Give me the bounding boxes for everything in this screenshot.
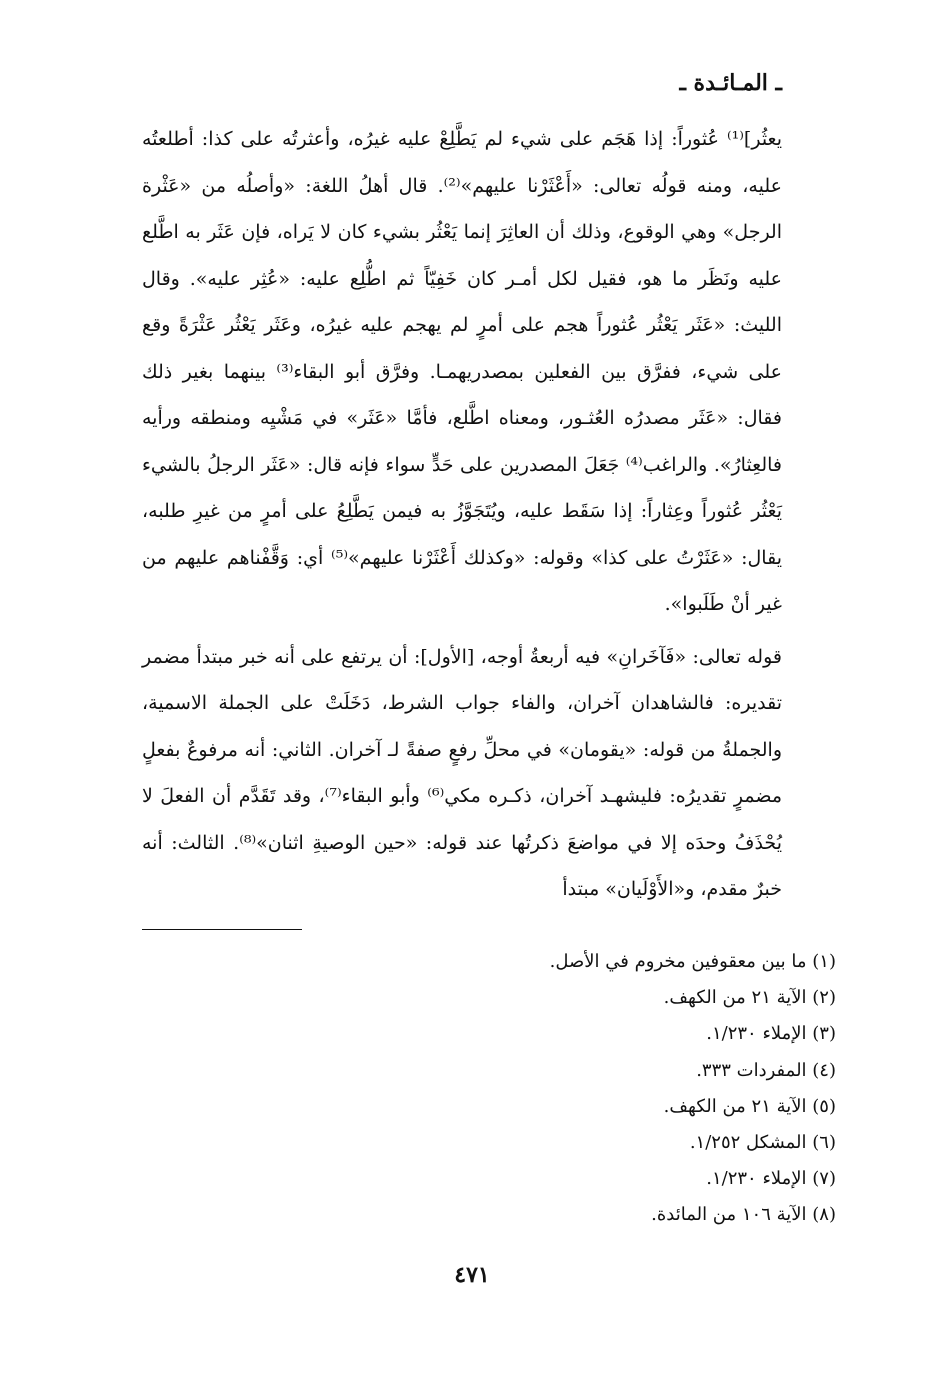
footnote-1: (١) ما بين معقوفين مخروم في الأصل. bbox=[549, 951, 836, 972]
footnote-6: (٦) المشكل ١/٢٥٢. bbox=[689, 1132, 836, 1154]
footnote-2: (٢) الآية ٢١ من الكهف. bbox=[663, 987, 836, 1009]
footnote-separator bbox=[142, 929, 302, 930]
footnote-4: (٤) المفردات ٣٣٣. bbox=[696, 1059, 836, 1081]
footnote-8: (٨) الآية ١٠٦ من المائدة. bbox=[651, 1204, 836, 1226]
footnote-3: (٣) الإملاء ١/٢٣٠. bbox=[706, 1023, 836, 1045]
paragraph-1: يعثُر]⁽¹⁾ عُثوراً: إذا هَجَم على شيء لم يَطَّلِعْ عليه غيرُه، وأعثرتُه على كذا: أطلعتُه عليه، ومنه قولُه تعالى: «أَعْثَرْنا عليهم»⁽²⁾. قال أهلُ اللغة: «وأصلُه من «عَثْرة الرجل» وهي الوقوع، وذلك أن العاثِرَ إنما يَعْثُر بشيء كان لا يَراه، فإن عَثَر به اطَّلع عليه ونَظَر ما هو، فقيل لكل أمـر كان خَفِيّاً ثم اطُّلِع عليه: «عُثِر عليه». وقال الليث: «عَثَر يَعْثُر عُثوراً هجم على أمرٍ لم يهجم عليه غيرُه، وعَثَر يَعْثُر عَثْرَةً وقع على شيء، ففرَّق بين الفعلين بمصدريهمـا. وفرَّق أبو البقاء⁽³⁾ بينهما بغير ذلك فقال: «عَثَر مصدرُه العُثـور، ومعناه اطَّلع، فأمَّا «عَثَر» في مَشْيِه ومنطقه ورأيه فالعِثارُ». والراغب⁽⁴⁾ جَعَلَ المصدرين على حَدٍّ سواء فإنه قال: «عَثَر الرجلُ بالشيء يَعْثُر عُثوراً وعِثاراً: إذا سَقَط عليه، ويُتَجَوَّزُ به فيمن يَطَّلِعُ على أمرٍ من غيرِ طلبه، يقال: «عَثَرْتُ على كذا» وقوله: «وكذلك أَعْثَرْنا عليهم»⁽⁵⁾ أي: وَقَّفْناهم عليهم من غير أنْ طَلَبوا». bbox=[142, 128, 783, 615]
page-number: ٤٧١ bbox=[454, 1262, 490, 1288]
paragraph-2: قوله تعالى: «فَآخَرانِ» فيه أربعةُ أوجه، [الأول]: أن يرتفع على أنه خبر مبتدأ مضمر تقديره: فالشاهدان آخران، والفاء جواب الشرط، دَخَلَتْ على الجملة الاسمية، والجملةُ من قوله: «يقومان» في محلِّ رفعٍ صفةً لـ آخران. الثاني: أنه مرفوعٌ بفعلٍ مضمرٍ تقديرُه: فليشهـد آخران، ذكـره مكي⁽⁶⁾ وأبو البقاء⁽⁷⁾، وقد تَقَدَّم أن الفعلَ لا يُحْذَفُ وحدَه إلا في مواضعَ ذكرتُها عند قوله: «حين الوصيةِ اثنان»⁽⁸⁾. الثالث: أنه خبرٌ مقدم، و«الأَوْلَيان» مبتدأ bbox=[142, 645, 783, 900]
footnote-5: (٥) الآية ٢١ من الكهف. bbox=[663, 1095, 836, 1117]
running-header-title: ـ المـائـدة ـ bbox=[679, 70, 782, 96]
main-text bbox=[142, 116, 782, 913]
footnote-7: (٧) الإملاء ١/٢٣٠. bbox=[706, 1168, 836, 1190]
footnotes-list bbox=[236, 944, 836, 1234]
